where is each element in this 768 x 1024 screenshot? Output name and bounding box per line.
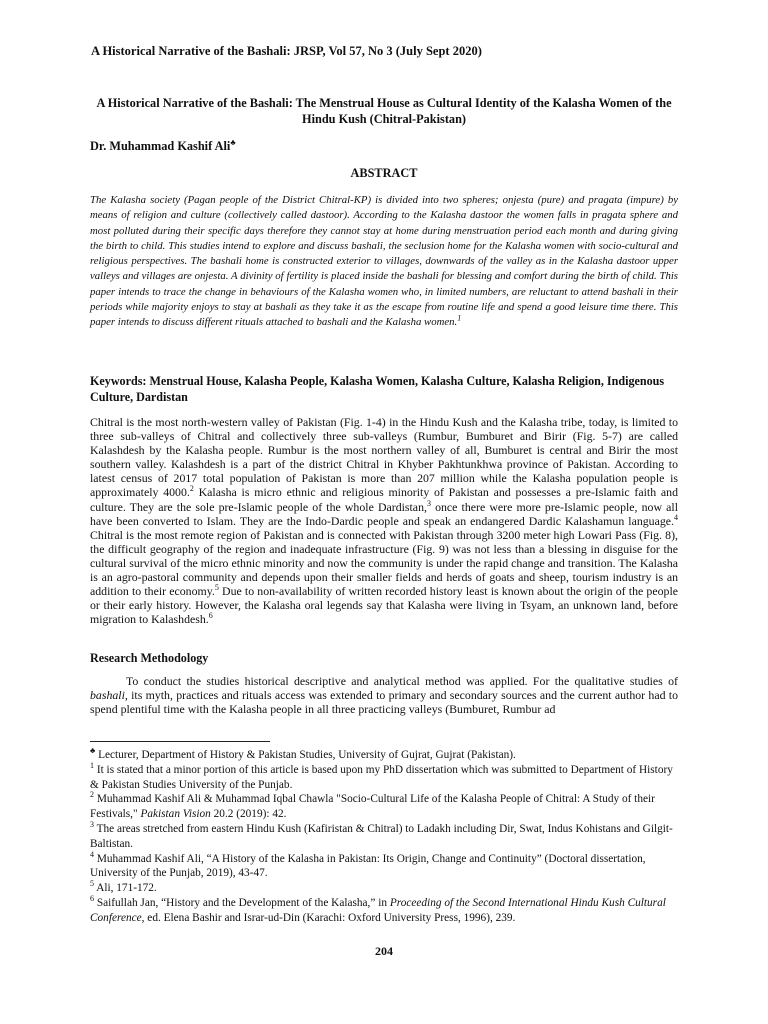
footnote-mark: 1 xyxy=(90,761,94,771)
author-mark: ♣ xyxy=(230,137,236,147)
article-title: A Historical Narrative of the Bashali: The Menstrual House as Cultural Identity of the Kalasha Women of the Hindu Kush (Chitral-Pakistan) xyxy=(96,96,672,126)
footnote-tail: , ed. Elena Bashir and Israr-ud-Din (Karachi: Oxford University Press, 1996), 239. xyxy=(141,911,516,924)
footnote-text: Muhammad Kashif Ali & Muhammad Iqbal Chawla "Socio-Cultural Life of the Kalasha People of Chitral: A Study of their Festivals," xyxy=(90,793,655,821)
footnote-text: Ali, 171-172. xyxy=(94,882,157,895)
intro-text-4: Chitral is the most remote region of Pakistan and is connected with Pakistan through 3200 meter high Lowari Pass (Fig. 8), the difficult geography of the region and inadequate infrastructure (Fig. 9) was not less than a blessing in disguise for the cultural survival of the micro ethnic minority and now the community is under the rapid change and transition. The Kalasha is an agro-pastoral community and depends upon their smaller fields and herds of goats and sheep, tourism industry is an addition to their economy. xyxy=(90,527,678,599)
abstract-footnote-ref[interactable]: 1 xyxy=(457,313,462,323)
keywords: Keywords: Menstrual House, Kalasha People, Kalasha Women, Kalasha Culture, Kalasha Religion, Indigenous Culture, Dardistan xyxy=(90,374,665,404)
intro-text-1: Chitral is the most north-western valley of Pakistan (Fig. 1-4) in the Hindu Kush and the Kalasha tribe, today, is limited to three sub-valleys of Chitral and collectively three sub-valleys (Rumbur, Bumburet and Birir (Fig. 5-7) are called Kalashdesh by the Kalasha people. Rumbur is the most northern valley of all, Bumburet is central and Birir the most southern valley. Kalashdesh is a part of the district Chitral in Khyber Pakhtunkhwa province of Pakistan. According to latest census of 2017 total population of Pakistan is more than 207 million while the Kalasha population people is approximately 4000. xyxy=(90,415,678,500)
footnote-text: Lecturer, Department of History & Pakistan Studies, University of Gujrat, Gujrat (Pakistan). xyxy=(95,749,516,761)
methodology-text-1: To conduct the studies historical descriptive and analytical method was applied. For the qualitative studies of xyxy=(126,674,678,688)
footnote xyxy=(90,822,678,852)
footnote xyxy=(90,763,678,793)
footnote-text: Muhammad Kashif Ali, “A History of the Kalasha in Pakistan: Its Origin, Change and Continuity” (Doctoral dissertation, University of the Punjab, 2019), 43-47. xyxy=(90,852,646,880)
running-head: A Historical Narrative of the Bashali: JRSP, Vol 57, No 3 (July Sept 2020) xyxy=(91,44,482,58)
footnote-mark: 3 xyxy=(90,820,94,830)
intro-text-5: Due to non-availability of written recorded history least is known about the origin of the people or their early history. However, the Kalasha oral legends say that Kalasha were living in Tsyam, an unknown land, before migration to Kalashdesh. xyxy=(90,584,678,627)
footnote-ref-6[interactable]: 6 xyxy=(208,611,213,621)
abstract-body xyxy=(90,193,678,331)
footnote-tail: 20.2 (2019): 42. xyxy=(210,808,287,821)
footnote-mark: 6 xyxy=(90,894,94,904)
footnote xyxy=(90,881,678,896)
footnote-ref-2[interactable]: 2 xyxy=(189,484,194,494)
intro-paragraph xyxy=(90,415,678,626)
footnote-proceedings: Proceeding of the Second International Hindu Kush Cultural Conference xyxy=(90,896,666,924)
footnote-mark: 5 xyxy=(90,879,94,889)
footnote-journal: Pakistan Vision xyxy=(140,808,211,821)
author-line xyxy=(90,139,236,154)
methodology-paragraph xyxy=(90,674,678,716)
footnote-ref-3[interactable]: 3 xyxy=(426,498,431,508)
footnote-mark: 2 xyxy=(90,790,94,800)
footnote-ref-4[interactable]: 4 xyxy=(674,512,678,522)
footnote-text: The areas stretched from eastern Hindu Kush (Kafiristan & Chitral) to Ladakh including Dir, Swat, Indus Kohistans and Gilgit-Baltistan. xyxy=(90,822,673,850)
footnote-mark: ♣ xyxy=(90,746,96,756)
intro-text-3: once there were more pre-Islamic people, now all have been converted to Islam. They are the Indo-Dardic people and speak an endangered Dardic Kalashamun language. xyxy=(90,499,678,528)
footnote-mark: 4 xyxy=(90,849,94,859)
footnote xyxy=(90,792,678,822)
footnote xyxy=(90,896,678,926)
footnote-text: Saifullah Jan, “History and the Development of the Kalasha,” in xyxy=(94,896,390,909)
section-heading: Research Methodology xyxy=(90,651,209,665)
intro-text-2: Kalasha is micro ethnic and religious minority of Pakistan and possesses a pre-Islamic faith and culture. They are the sole pre-Islamic people of the whole Dardistan, xyxy=(90,485,678,514)
abstract-heading: ABSTRACT xyxy=(350,166,418,180)
page-number: 204 xyxy=(375,944,393,958)
footnote xyxy=(90,748,678,763)
footnotes xyxy=(90,748,678,926)
footnote-separator xyxy=(90,741,270,742)
abstract-text: The Kalasha society (Pagan people of the District Chitral-KP) is divided into two spheres; onjesta (pure) and pragata (impure) by means of religion and culture (collectively called dastoor). According to the Kalasha dastoor the women falls in pragata sphere and most polluted during their specific days therefore they cannot stay at home during menstruation period each month and during giving the birth to child. This studies intend to explore and discuss bashali, the seclusion home for the Kalasha women with socio-cultural and religious perspectives. The bashali home is constructed exterior to villages, downwards of the valley as in the Kalasha dastoor upper valleys and villages are onjesta. A divinity of fertility is placed inside the bashali for blessing and comfort during the birth of child. This paper intends to trace the change in behaviours of the Kalasha women who, in limited numbers, are reluctant to attend bashali in their periods while majority enjoys to stay at bashali as they take it as the escape from routine life and spend a good leisure time there. This paper intends to discuss different rituals attached to bashali and the Kalasha women. xyxy=(90,194,678,329)
footnote-ref-5[interactable]: 5 xyxy=(214,583,219,593)
methodology-text-2: , its myth, practices and rituals access was extended to primary and secondary sources and the current author had to spend plentiful time with the Kalasha people in all three practicing valleys (Bumburet, Rumbur ad xyxy=(90,688,678,717)
methodology-italic-term: bashali xyxy=(90,688,125,703)
footnote xyxy=(90,849,678,882)
author-name: Dr. Muhammad Kashif Ali xyxy=(90,139,231,153)
footnote-text: It is stated that a minor portion of this article is based upon my PhD dissertation which was submitted to Department of History & Pakistan Studies University of the Punjab. xyxy=(90,763,673,791)
